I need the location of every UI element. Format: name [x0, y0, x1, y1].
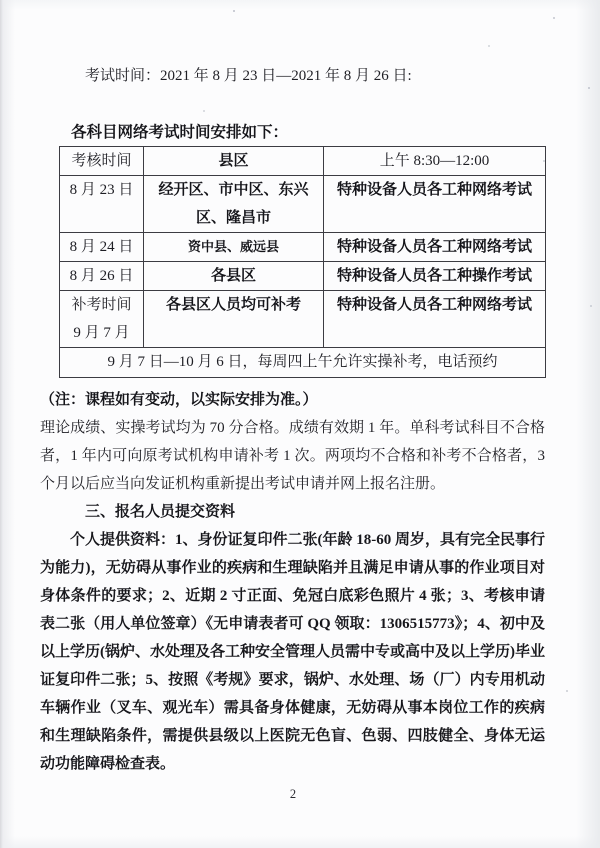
cell-date: 8 月 23 日	[60, 176, 144, 233]
note-line: （注：课程如有变动，以实际安排为准。）	[40, 392, 318, 408]
cell-date: 8 月 26 日	[60, 262, 144, 291]
exam-time-line: 考试时间：2021 年 8 月 23 日—2021 年 8 月 26 日:	[85, 68, 412, 84]
makeup-date: 9 月 7 月	[73, 325, 130, 341]
header-cell-session: 上午 8:30—12:00	[324, 147, 546, 176]
cell-district: 各县区	[144, 262, 324, 291]
header-cell-time: 考核时间	[60, 147, 144, 176]
score-rules-paragraph: 理论成绩、实操考试均为 70 分合格。成绩有效期 1 年。单科考试科目不合格者，1 年内可向原考试机构申请补考 1 次。两项均不合格和补考不合格者，3 个月以后应当向发证机构重新提出考试申请并网上报名注册。	[40, 420, 545, 492]
page-number: 2	[289, 787, 297, 801]
makeup-label: 补考时间	[71, 297, 132, 313]
materials-paragraph: 个人提供资料：1、身份证复印件二张(年龄 18-60 周岁，具有完全民事行为能力)，无妨碍从事作业的疾病和生理缺陷并且满足申请从事的作业项目对身体条件的要求；2、近期 2 寸正面、免冠白底彩色照片 4 张；3、考核申请表二张（用人单位签章）《无申请表者可 QQ 领取：1306515773》；4、初中及以上学历(锅炉、水处理及各工种安全管理人员需中专或高中及以上学历)毕业证复印件二张；5、按照《考规》要求，锅炉、水处理、场（厂）内专用机动车辆作业（叉车、观光车）需具备身体健康，无妨碍从事本岗位工作的疾病和生理缺陷条件，需提供县级以上医院无色盲、色弱、四肢健全、身体无运动功能障碍检查表。	[40, 532, 545, 772]
section-heading-materials: 三、报名人员提交资料	[85, 504, 236, 520]
schedule-heading: 各科目网络考试时间安排如下：	[71, 124, 289, 141]
schedule-table	[59, 146, 546, 378]
header-cell-district: 县区	[144, 147, 324, 176]
table-row	[60, 233, 546, 262]
cell-district: 资中县、威远县	[144, 233, 324, 262]
cell-exam: 特种设备人员各工种网络考试	[324, 176, 546, 233]
table-row	[60, 176, 546, 233]
cell-exam: 特种设备人员各工种网络考试	[324, 233, 546, 262]
table-footer-note: 9 月 7 日—10 月 6 日，每周四上午允许实操补考，电话预约	[60, 348, 546, 378]
table-footer-row	[60, 348, 546, 378]
cell-district: 各县区人员均可补考	[144, 291, 324, 348]
cell-exam: 特种设备人员各工种网络考试	[324, 291, 546, 348]
table-row-makeup	[60, 291, 546, 348]
cell-makeup-date	[60, 291, 144, 348]
cell-exam: 特种设备人员各工种操作考试	[324, 262, 546, 291]
table-row	[60, 262, 546, 291]
table-header-row	[60, 147, 546, 176]
cell-date: 8 月 24 日	[60, 233, 144, 262]
cell-district: 经开区、市中区、东兴区、隆昌市	[144, 176, 324, 233]
